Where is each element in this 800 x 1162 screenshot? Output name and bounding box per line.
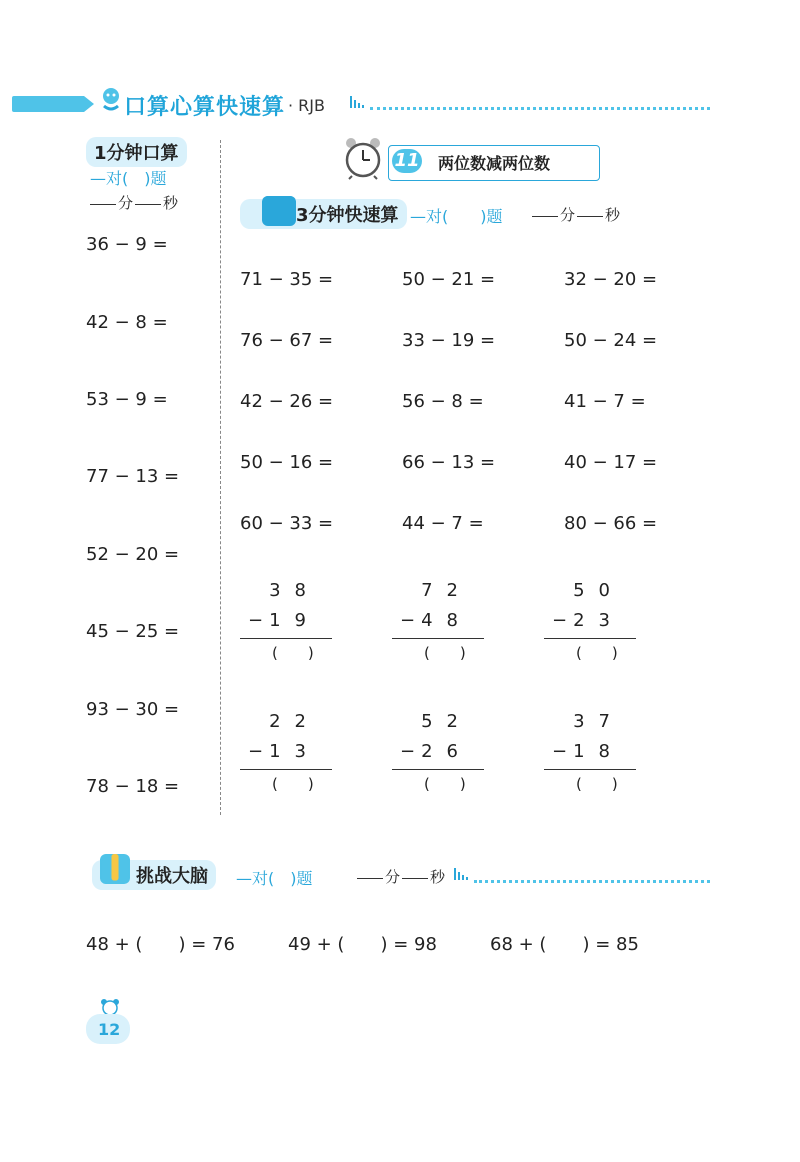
alarm-clock-icon [342, 136, 384, 180]
challenge-tag: 挑战大脑 [92, 860, 216, 890]
left-question: 78 − 18 = [86, 776, 180, 797]
header-bar-arrow [84, 96, 94, 112]
bars-decoration-icon [350, 94, 368, 108]
speed-question: 56 − 8 = [402, 391, 484, 412]
vertical-subtraction [392, 711, 484, 791]
speed-question: 71 − 35 = [240, 269, 334, 290]
left-question: 52 − 20 = [86, 544, 180, 565]
header-bar [12, 96, 84, 112]
second-blank[interactable] [135, 203, 161, 205]
minuend: 72 [421, 580, 472, 601]
result-line [544, 638, 636, 639]
speed-time [530, 204, 620, 225]
challenge-score: —对( )题 [236, 869, 313, 888]
page-number: 12 [98, 1020, 121, 1039]
speed-question: 40 − 17 = [564, 452, 658, 473]
second-label: 秒 [163, 194, 179, 212]
answer-blank[interactable]: ( ) [424, 644, 466, 662]
left-question: 42 − 8 = [86, 312, 168, 333]
second-label: 秒 [605, 206, 621, 224]
speed-question: 76 − 67 = [240, 330, 334, 351]
minus-sign: − [248, 610, 264, 631]
challenge-question: 68 + ( ) = 85 [490, 934, 639, 955]
speed-question: 66 − 13 = [402, 452, 496, 473]
left-question: 53 − 9 = [86, 389, 168, 410]
speed-question: 41 − 7 = [564, 391, 646, 412]
one-minute-tag: 1分钟口算 [86, 137, 187, 167]
left-question: 77 − 13 = [86, 466, 180, 487]
result-line [392, 769, 484, 770]
header-suffix: · RJB [288, 96, 325, 115]
answer-blank[interactable]: ( ) [424, 775, 466, 793]
second-blank[interactable] [577, 215, 603, 217]
speed-question: 50 − 24 = [564, 330, 658, 351]
minus-sign: − [552, 610, 568, 631]
minute-label: 分 [560, 206, 576, 224]
speed-question: 42 − 26 = [240, 391, 334, 412]
second-label: 秒 [430, 868, 446, 886]
column-divider [220, 140, 221, 815]
section-number: 11 [392, 149, 422, 173]
header-title: 口算心算快速算 [124, 95, 286, 120]
bars-decoration-icon [454, 866, 472, 880]
left-question: 36 − 9 = [86, 234, 168, 255]
left-question: 45 − 25 = [86, 621, 180, 642]
challenge-dotted-line [474, 880, 710, 883]
vertical-subtraction [392, 580, 484, 660]
result-line [544, 769, 636, 770]
minus-sign: − [400, 610, 416, 631]
answer-blank[interactable]: ( ) [272, 775, 314, 793]
minuend: 38 [269, 580, 320, 601]
left-score: —对( )题 [90, 169, 167, 188]
subtrahend: 18 [573, 741, 624, 762]
challenge-question: 48 + ( ) = 76 [86, 934, 235, 955]
result-line [240, 638, 332, 639]
answer-blank[interactable]: ( ) [576, 644, 618, 662]
minute-blank[interactable] [357, 877, 383, 879]
speed-question: 50 − 21 = [402, 269, 496, 290]
second-blank[interactable] [402, 877, 428, 879]
minuend: 50 [573, 580, 624, 601]
subtrahend: 26 [421, 741, 472, 762]
result-line [392, 638, 484, 639]
result-line [240, 769, 332, 770]
speed-question: 50 − 16 = [240, 452, 334, 473]
challenge-question: 49 + ( ) = 98 [288, 934, 437, 955]
speed-question: 44 − 7 = [402, 513, 484, 534]
header-dotted-line [370, 107, 710, 110]
minus-sign: − [248, 741, 264, 762]
minute-label: 分 [118, 194, 134, 212]
mascot-logo-icon [96, 84, 126, 114]
vertical-subtraction [240, 711, 332, 791]
speed-calc-tag: 3分钟快速算 [240, 199, 407, 229]
speed-calc-icon-front [262, 196, 296, 226]
minus-sign: − [552, 741, 568, 762]
challenge-time [355, 866, 445, 887]
subtrahend: 48 [421, 610, 472, 631]
vertical-subtraction [544, 711, 636, 791]
subtrahend: 23 [573, 610, 624, 631]
section-title: 两位数减两位数 [438, 154, 551, 173]
minute-blank[interactable] [532, 215, 558, 217]
minuend: 37 [573, 711, 624, 732]
minuend: 22 [269, 711, 320, 732]
subtrahend: 19 [269, 610, 320, 631]
minute-label: 分 [385, 868, 401, 886]
speed-question: 80 − 66 = [564, 513, 658, 534]
vertical-subtraction [240, 580, 332, 660]
subtrahend: 13 [269, 741, 320, 762]
speed-question: 32 − 20 = [564, 269, 658, 290]
left-time [88, 192, 178, 213]
vertical-subtraction [544, 580, 636, 660]
minus-sign: − [400, 741, 416, 762]
minute-blank[interactable] [90, 203, 116, 205]
speed-question: 33 − 19 = [402, 330, 496, 351]
minuend: 52 [421, 711, 472, 732]
left-question: 93 − 30 = [86, 699, 180, 720]
speed-question: 60 − 33 = [240, 513, 334, 534]
answer-blank[interactable]: ( ) [576, 775, 618, 793]
giraffe-icon [100, 854, 130, 884]
answer-blank[interactable]: ( ) [272, 644, 314, 662]
speed-score: —对( )题 [410, 207, 503, 226]
